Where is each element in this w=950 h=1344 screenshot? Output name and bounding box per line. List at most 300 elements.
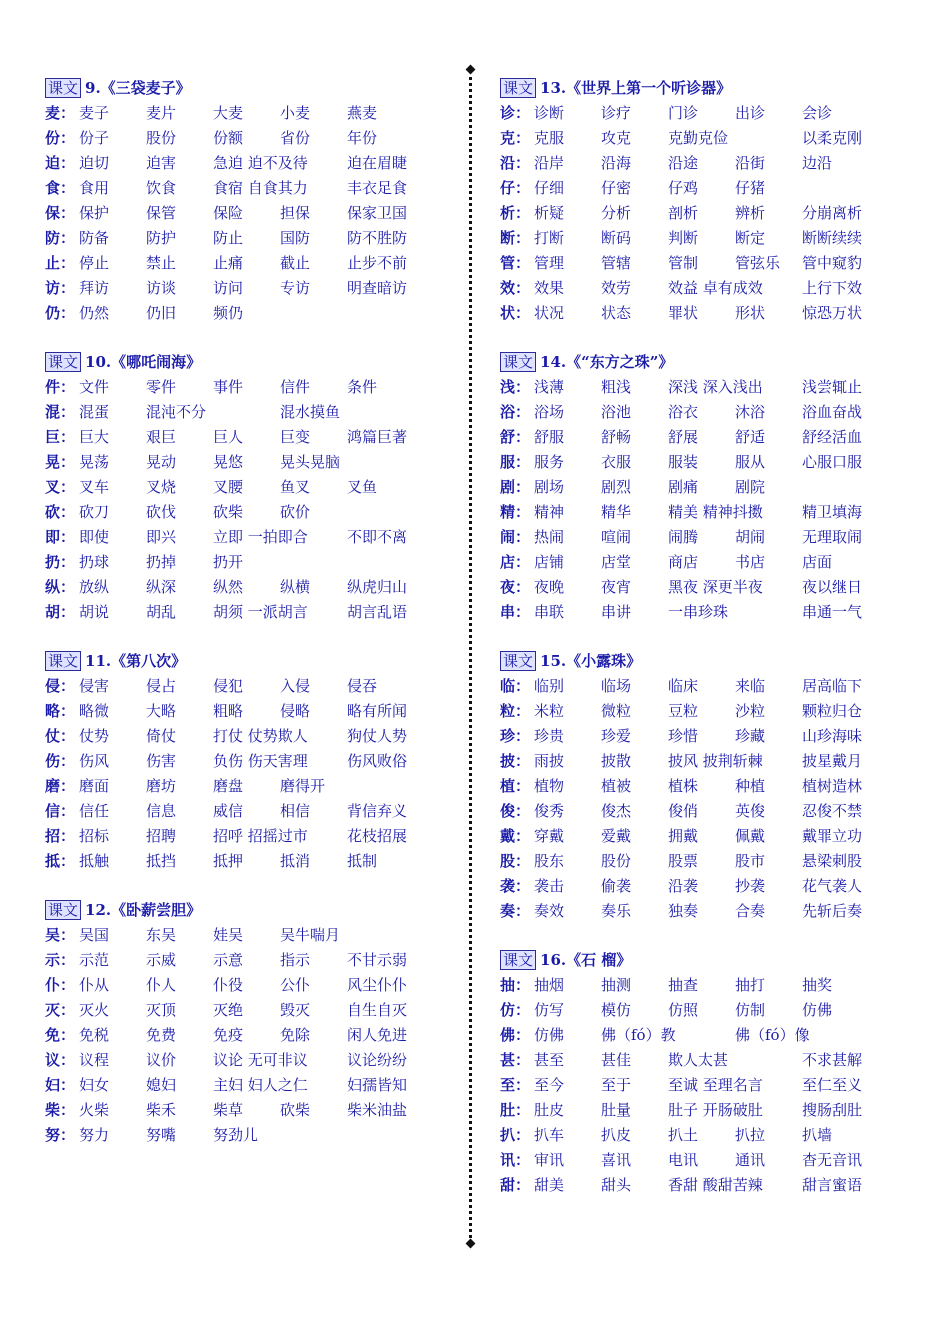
vocab-row — [45, 724, 445, 749]
vocab-word: 分析 — [601, 204, 632, 222]
vocab-word: 免费 — [146, 1026, 177, 1044]
vocab-character: 晃： — [45, 453, 76, 471]
vocab-word: 仍然 — [79, 304, 110, 322]
vocab-word: 微粒 — [601, 702, 632, 720]
vocab-word: 肚皮 — [534, 1101, 565, 1119]
lesson-block — [45, 76, 445, 326]
vocab-word: 拥戴 — [668, 827, 699, 845]
vocab-word: 招标 — [79, 827, 110, 845]
vocab-word: 沿海 — [601, 154, 632, 172]
vocab-word: 仔鸡 — [668, 179, 699, 197]
vocab-word: 喧闹 — [601, 528, 632, 546]
vocab-word: 佩戴 — [735, 827, 766, 845]
vocab-word: 服务 — [534, 453, 565, 471]
vocab-word: 国防 — [280, 229, 311, 247]
vocab-word: 即使 — [79, 528, 110, 546]
vocab-character: 迫： — [45, 154, 76, 172]
vocab-word: 侵犯 — [213, 677, 244, 695]
vocab-word: 立即 一拍即合 — [213, 528, 308, 546]
vocab-word: 粗浅 — [601, 378, 632, 396]
vocab-row — [45, 749, 445, 774]
vocab-word: 花枝招展 — [347, 827, 408, 845]
vocab-word: 花气袭人 — [802, 877, 863, 895]
vocab-word: 巨变 — [280, 428, 311, 446]
vocab-word: 沐浴 — [735, 403, 766, 421]
vocab-character: 俊： — [500, 802, 531, 820]
lesson-tag: 课文 — [500, 352, 536, 372]
vocab-word: 抵挡 — [146, 852, 177, 870]
vocab-word: 闹腾 — [668, 528, 699, 546]
vocab-word: 仗势 — [79, 727, 110, 745]
vocab-word: 鸿篇巨著 — [347, 428, 408, 446]
vocab-word: 防不胜防 — [347, 229, 408, 247]
vocab-word: 吴牛喘月 — [280, 926, 341, 944]
vocab-word: 急迫 迫不及待 — [213, 154, 308, 172]
vocab-word: 晃荡 — [79, 453, 110, 471]
vocab-word: 迫在眉睫 — [347, 154, 408, 172]
vocab-word: 粗略 — [213, 702, 244, 720]
lesson-header — [500, 350, 900, 375]
vocab-word: 通讯 — [735, 1151, 766, 1169]
vocab-row — [45, 699, 445, 724]
vocab-word: 至于 — [601, 1076, 632, 1094]
vocab-word: 临别 — [534, 677, 565, 695]
column-divider — [469, 70, 472, 1245]
vocab-word: 诊疗 — [601, 104, 632, 122]
vocab-word: 抵制 — [347, 852, 378, 870]
vocab-word: 管弦乐 — [735, 254, 781, 272]
vocab-word: 侵略 — [280, 702, 311, 720]
vocab-word: 信任 — [79, 802, 110, 820]
vocab-word: 豆粒 — [668, 702, 699, 720]
vocab-character: 仿： — [500, 1001, 531, 1019]
vocab-word: 一串珍珠 — [668, 603, 729, 621]
vocab-word: 判断 — [668, 229, 699, 247]
vocab-word: 事件 — [213, 378, 244, 396]
vocab-word: 胡说 — [79, 603, 110, 621]
vocab-word: 扒车 — [534, 1126, 565, 1144]
vocab-character: 扒： — [500, 1126, 531, 1144]
lesson-block — [45, 898, 445, 1148]
vocab-word: 磨得开 — [280, 777, 326, 795]
right-column — [500, 76, 900, 1222]
vocab-word: 相信 — [280, 802, 311, 820]
vocab-word: 肚量 — [601, 1101, 632, 1119]
vocab-row — [45, 400, 445, 425]
lesson-block — [500, 350, 900, 625]
vocab-character: 剧： — [500, 478, 531, 496]
vocab-word: 仔密 — [601, 179, 632, 197]
vocab-character: 克： — [500, 129, 531, 147]
vocab-character: 胡： — [45, 603, 76, 621]
vocab-word: 拜访 — [79, 279, 110, 297]
vocab-word: 扒拉 — [735, 1126, 766, 1144]
vocab-word: 议论纷纷 — [347, 1051, 408, 1069]
vocab-word: 浅尝辄止 — [802, 378, 863, 396]
vocab-word: 抵押 — [213, 852, 244, 870]
vocab-word: 迫切 — [79, 154, 110, 172]
lesson-block — [500, 76, 900, 326]
vocab-row — [45, 201, 445, 226]
vocab-row — [500, 699, 900, 724]
vocab-word: 侵害 — [79, 677, 110, 695]
vocab-word: 管理 — [534, 254, 565, 272]
vocab-word: 珍藏 — [735, 727, 766, 745]
vocab-word: 仍旧 — [146, 304, 177, 322]
vocab-word: 悬梁刺股 — [802, 852, 863, 870]
vocab-row — [45, 500, 445, 525]
vocab-character: 夜： — [500, 578, 531, 596]
vocab-word: 串通一气 — [802, 603, 863, 621]
vocab-word: 无理取闹 — [802, 528, 863, 546]
vocab-word: 扒皮 — [601, 1126, 632, 1144]
vocab-row — [500, 450, 900, 475]
vocab-word: 柴草 — [213, 1101, 244, 1119]
vocab-word: 股票 — [668, 852, 699, 870]
vocab-character: 管： — [500, 254, 531, 272]
vocab-word: 植株 — [668, 777, 699, 795]
vocab-word: 保护 — [79, 204, 110, 222]
vocab-word: 出诊 — [735, 104, 766, 122]
vocab-word: 条件 — [347, 378, 378, 396]
vocab-word: 以柔克刚 — [802, 129, 863, 147]
lesson-tag: 课文 — [45, 352, 81, 372]
vocab-word: 砍价 — [280, 503, 311, 521]
vocab-character: 股： — [500, 852, 531, 870]
vocab-word: 伤风 — [79, 752, 110, 770]
vocab-word: 砍伐 — [146, 503, 177, 521]
vocab-character: 防： — [45, 229, 76, 247]
vocab-word: 浴血奋战 — [802, 403, 863, 421]
vocab-word: 纵然 — [213, 578, 244, 596]
vocab-word: 毁灭 — [280, 1001, 311, 1019]
vocab-word: 巨人 — [213, 428, 244, 446]
vocab-character: 混： — [45, 403, 76, 421]
vocab-row — [45, 849, 445, 874]
vocab-word: 爱戴 — [601, 827, 632, 845]
lesson-title: 12.《卧薪尝胆》 — [85, 901, 202, 919]
vocab-word: 先斩后奏 — [802, 902, 863, 920]
vocab-character: 佛： — [500, 1026, 531, 1044]
vocab-word: 妇女 — [79, 1076, 110, 1094]
vocab-word: 管制 — [668, 254, 699, 272]
vocab-word: 披风 披荆斩棘 — [668, 752, 763, 770]
vocab-word: 晃悠 — [213, 453, 244, 471]
lesson-tag: 课文 — [500, 78, 536, 98]
vocab-word: 披散 — [601, 752, 632, 770]
vocab-word: 衣服 — [601, 453, 632, 471]
vocab-word: 招聘 — [146, 827, 177, 845]
vocab-word: 放纵 — [79, 578, 110, 596]
lesson-header — [45, 350, 445, 375]
vocab-word: 砍柴 — [280, 1101, 311, 1119]
vocab-word: 店堂 — [601, 553, 632, 571]
vocab-row — [500, 500, 900, 525]
vocab-word: 扔开 — [213, 553, 244, 571]
vocab-word: 灭顶 — [146, 1001, 177, 1019]
vocab-word: 指示 — [280, 951, 311, 969]
vocab-word: 即兴 — [146, 528, 177, 546]
vocab-word: 磨盘 — [213, 777, 244, 795]
vocab-word: 舒展 — [668, 428, 699, 446]
vocab-word: 年份 — [347, 129, 378, 147]
vocab-character: 临： — [500, 677, 531, 695]
vocab-row — [45, 475, 445, 500]
vocab-row — [45, 301, 445, 326]
vocab-word: 胡言乱语 — [347, 603, 408, 621]
vocab-word: 省份 — [280, 129, 311, 147]
vocab-word: 保管 — [146, 204, 177, 222]
vocab-word: 公仆 — [280, 976, 311, 994]
vocab-word: 模仿 — [601, 1001, 632, 1019]
vocab-word: 惊恐万状 — [802, 304, 863, 322]
vocab-row — [500, 998, 900, 1023]
vocab-word: 主妇 妇人之仁 — [213, 1076, 308, 1094]
vocab-word: 夜以继日 — [802, 578, 863, 596]
vocab-word: 浅薄 — [534, 378, 565, 396]
vocab-word: 服装 — [668, 453, 699, 471]
vocab-character: 免： — [45, 1026, 76, 1044]
lesson-header — [500, 649, 900, 674]
vocab-word: 威信 — [213, 802, 244, 820]
vocab-word: 串讲 — [601, 603, 632, 621]
vocab-word: 店面 — [802, 553, 833, 571]
vocab-row — [45, 425, 445, 450]
lesson-title: 16.《石 榴》 — [540, 951, 632, 969]
vocab-row — [45, 1123, 445, 1148]
vocab-word: 罪状 — [668, 304, 699, 322]
vocab-character: 止： — [45, 254, 76, 272]
vocab-character: 份： — [45, 129, 76, 147]
vocab-word: 肚子 开肠破肚 — [668, 1101, 763, 1119]
vocab-word: 倚仗 — [146, 727, 177, 745]
vocab-character: 纵： — [45, 578, 76, 596]
vocab-word: 负伤 伤天害理 — [213, 752, 308, 770]
vocab-word: 来临 — [735, 677, 766, 695]
vocab-row — [500, 101, 900, 126]
vocab-character: 仍： — [45, 304, 76, 322]
vocab-word: 晃头晃脑 — [280, 453, 341, 471]
vocab-word: 甜头 — [601, 1176, 632, 1194]
vocab-word: 抵触 — [79, 852, 110, 870]
vocab-character: 披： — [500, 752, 531, 770]
vocab-character: 甚： — [500, 1051, 531, 1069]
vocab-word: 努劲儿 — [213, 1126, 259, 1144]
vocab-character: 灭： — [45, 1001, 76, 1019]
lesson-tag: 课文 — [45, 900, 81, 920]
vocab-word: 晃动 — [146, 453, 177, 471]
vocab-character: 扔： — [45, 553, 76, 571]
vocab-character: 抵： — [45, 852, 76, 870]
vocab-row — [45, 450, 445, 475]
vocab-word: 灭火 — [79, 1001, 110, 1019]
vocab-word: 免税 — [79, 1026, 110, 1044]
vocab-word: 混沌不分 — [146, 403, 207, 421]
vocab-word: 浴衣 — [668, 403, 699, 421]
vocab-word: 不求甚解 — [802, 1051, 863, 1069]
vocab-word: 磨坊 — [146, 777, 177, 795]
vocab-row — [45, 1073, 445, 1098]
vocab-row — [500, 201, 900, 226]
vocab-row — [500, 301, 900, 326]
vocab-word: 居高临下 — [802, 677, 863, 695]
vocab-word: 胡乱 — [146, 603, 177, 621]
vocab-word: 砍刀 — [79, 503, 110, 521]
vocab-row — [500, 126, 900, 151]
vocab-row — [500, 749, 900, 774]
vocab-character: 至： — [500, 1076, 531, 1094]
vocab-word: 禁止 — [146, 254, 177, 272]
vocab-word: 纵深 — [146, 578, 177, 596]
vocab-word: 形状 — [735, 304, 766, 322]
vocab-word: 略有所闻 — [347, 702, 408, 720]
lesson-title: 11.《第八次》 — [85, 652, 187, 670]
vocab-word: 植被 — [601, 777, 632, 795]
vocab-word: 热闹 — [534, 528, 565, 546]
vocab-word: 上行下效 — [802, 279, 863, 297]
vocab-word: 伤害 — [146, 752, 177, 770]
vocab-row — [500, 1048, 900, 1073]
vocab-word: 甜美 — [534, 1176, 565, 1194]
lesson-tag: 课文 — [45, 651, 81, 671]
vocab-row — [45, 1098, 445, 1123]
vocab-character: 肚： — [500, 1101, 531, 1119]
vocab-character: 访： — [45, 279, 76, 297]
vocab-character: 奏： — [500, 902, 531, 920]
vocab-row — [45, 525, 445, 550]
vocab-word: 专访 — [280, 279, 311, 297]
vocab-character: 砍： — [45, 503, 76, 521]
vocab-word: 黑夜 深更半夜 — [668, 578, 763, 596]
vocab-row — [500, 899, 900, 924]
vocab-word: 股份 — [146, 129, 177, 147]
vocab-word: 合奏 — [735, 902, 766, 920]
vocab-word: 种植 — [735, 777, 766, 795]
vocab-word: 仔细 — [534, 179, 565, 197]
vocab-row — [500, 226, 900, 251]
vocab-word: 俊杰 — [601, 802, 632, 820]
vocab-row — [45, 923, 445, 948]
vocab-word: 米粒 — [534, 702, 565, 720]
vocab-row — [500, 425, 900, 450]
vocab-word: 甚佳 — [601, 1051, 632, 1069]
vocab-word: 仆人 — [146, 976, 177, 994]
vocab-word: 穿戴 — [534, 827, 565, 845]
vocab-word: 管中窥豹 — [802, 254, 863, 272]
vocab-row — [45, 126, 445, 151]
vocab-row — [500, 824, 900, 849]
vocab-row — [500, 973, 900, 998]
vocab-word: 心服口服 — [802, 453, 863, 471]
vocab-word: 书店 — [735, 553, 766, 571]
vocab-word: 议论 无可非议 — [213, 1051, 308, 1069]
vocab-word: 努力 — [79, 1126, 110, 1144]
vocab-row — [45, 151, 445, 176]
vocab-word: 抽查 — [668, 976, 699, 994]
vocab-word: 剧痛 — [668, 478, 699, 496]
vocab-word: 抽打 — [735, 976, 766, 994]
vocab-character: 保： — [45, 204, 76, 222]
vocab-character: 议： — [45, 1051, 76, 1069]
vocab-character: 甜： — [500, 1176, 531, 1194]
vocab-word: 佛（fó）教 — [601, 1026, 676, 1044]
vocab-word: 扔掉 — [146, 553, 177, 571]
vocab-word: 打断 — [534, 229, 565, 247]
vocab-word: 服从 — [735, 453, 766, 471]
vocab-word: 效果 — [534, 279, 565, 297]
vocab-word: 免除 — [280, 1026, 311, 1044]
vocab-word: 保险 — [213, 204, 244, 222]
vocab-character: 效： — [500, 279, 531, 297]
vocab-word: 混水摸鱼 — [280, 403, 341, 421]
vocab-word: 频仍 — [213, 304, 244, 322]
vocab-row — [500, 525, 900, 550]
vocab-word: 柴禾 — [146, 1101, 177, 1119]
vocab-word: 电讯 — [668, 1151, 699, 1169]
vocab-character: 状： — [500, 304, 531, 322]
vocab-row — [45, 1048, 445, 1073]
vocab-word: 英俊 — [735, 802, 766, 820]
lesson-title: 9.《三袋麦子》 — [85, 79, 191, 97]
lesson-title: 13.《世界上第一个听诊器》 — [540, 79, 732, 97]
vocab-word: 大略 — [146, 702, 177, 720]
vocab-character: 沿： — [500, 154, 531, 172]
lesson-header — [500, 948, 900, 973]
vocab-word: 叉车 — [79, 478, 110, 496]
vocab-row — [500, 400, 900, 425]
vocab-word: 珍贵 — [534, 727, 565, 745]
vocab-character: 浅： — [500, 378, 531, 396]
vocab-word: 份子 — [79, 129, 110, 147]
vocab-row — [500, 1123, 900, 1148]
vocab-character: 植： — [500, 777, 531, 795]
vocab-row — [500, 1098, 900, 1123]
vocab-character: 闹： — [500, 528, 531, 546]
vocab-word: 至诚 至理名言 — [668, 1076, 763, 1094]
vocab-word: 侵占 — [146, 677, 177, 695]
vocab-word: 议程 — [79, 1051, 110, 1069]
vocab-row — [500, 550, 900, 575]
vocab-row — [45, 375, 445, 400]
lesson-block — [45, 350, 445, 625]
vocab-word: 舒适 — [735, 428, 766, 446]
vocab-character: 串： — [500, 603, 531, 621]
vocab-word: 辨析 — [735, 204, 766, 222]
vocab-word: 仿照 — [668, 1001, 699, 1019]
vocab-word: 抽测 — [601, 976, 632, 994]
vocab-word: 仔猪 — [735, 179, 766, 197]
vocab-word: 信息 — [146, 802, 177, 820]
vocab-word: 不即不离 — [347, 528, 408, 546]
vocab-row — [45, 550, 445, 575]
vocab-word: 叉腰 — [213, 478, 244, 496]
vocab-row — [500, 151, 900, 176]
vocab-word: 审讯 — [534, 1151, 565, 1169]
vocab-character: 麦： — [45, 104, 76, 122]
vocab-word: 管辖 — [601, 254, 632, 272]
vocab-word: 份额 — [213, 129, 244, 147]
vocab-word: 止痛 — [213, 254, 244, 272]
vocab-word: 偷袭 — [601, 877, 632, 895]
vocab-word: 担保 — [280, 204, 311, 222]
vocab-word: 食用 — [79, 179, 110, 197]
vocab-word: 搜肠刮肚 — [802, 1101, 863, 1119]
vocab-word: 灭绝 — [213, 1001, 244, 1019]
lesson-tag: 课文 — [45, 78, 81, 98]
vocab-word: 自生自灭 — [347, 1001, 408, 1019]
vocab-character: 侵： — [45, 677, 76, 695]
vocab-word: 伤风败俗 — [347, 752, 408, 770]
